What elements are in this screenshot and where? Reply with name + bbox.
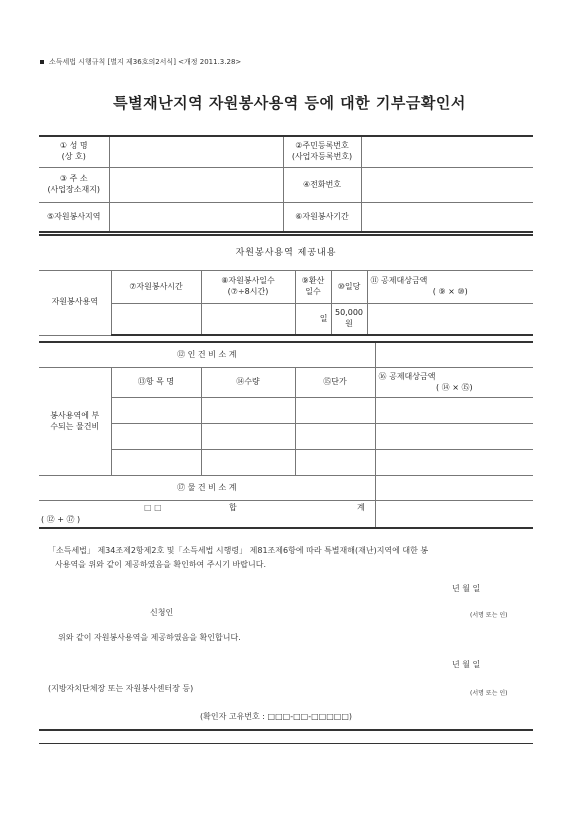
phone-field[interactable] (361, 168, 533, 203)
item-name-field[interactable] (111, 424, 201, 450)
bottom-divider (39, 729, 533, 731)
idno-label-line1: ②주민등록번호 (295, 141, 349, 151)
page-title: 특별재난지역 자원봉사용역 등에 대한 기부금확인서 (113, 94, 466, 112)
col-deduction-line2: ( ⑨ × ⑩) (432, 287, 468, 296)
confirmer-id-number: (확인자 고유번호 : □□□-□□-□□□□□) (200, 712, 353, 721)
date-line-2: 년 월 일 (452, 660, 481, 669)
col-deduction-amount (367, 271, 533, 304)
grand-total-label (39, 501, 375, 529)
declaration-line1: 「소득세법」 제34조제2항제2호 및「소득세법 시행령」 제81조제6항에 따라 특별재해(재난)지역에 대한 봉 (48, 546, 429, 555)
volunteer-hours-field[interactable] (111, 304, 201, 336)
volunteer-days-field[interactable] (201, 304, 295, 336)
item-name-field[interactable] (111, 450, 201, 476)
confirm-text: 위와 같이 자원봉사용역을 제공하였음을 확인합니다. (58, 633, 241, 642)
total-placeholder: □ □ (144, 503, 162, 512)
col-goods-deduction-line2: ( ⑭ × ⑮) (436, 382, 473, 392)
deduction-amount-field[interactable] (367, 304, 533, 336)
col-unit-price: ⑮단가 (295, 368, 375, 398)
col-item-name: ⑬항 목 명 (111, 368, 201, 398)
table-row (39, 168, 533, 203)
applicant-label: 신청인 (150, 608, 174, 617)
goods-table (39, 341, 533, 529)
name-label (39, 136, 109, 168)
idno-label (283, 136, 361, 168)
daily-wage-value: 50,000원 (331, 304, 367, 336)
col-quantity: ⑭수량 (201, 368, 295, 398)
table-row (39, 136, 533, 168)
table-row (39, 203, 533, 233)
service-table (39, 234, 533, 336)
col-daily-wage: ⑩일당 (331, 271, 367, 304)
material-subtotal-field[interactable] (375, 476, 533, 501)
table-row (39, 398, 533, 424)
total-formula: ( ⑫ + ⑰ ) (41, 515, 81, 524)
col-converted-days (295, 271, 331, 304)
table-row (39, 450, 533, 476)
total-label-sum: 합 (229, 503, 237, 512)
sign-placeholder-1: (서명 또는 인) (470, 612, 508, 619)
unit-price-field[interactable] (295, 398, 375, 424)
col-converted-days-line1: ⑨환산 (301, 276, 325, 286)
table-row (39, 271, 533, 304)
grand-total-field[interactable] (375, 501, 533, 529)
regulation-header (40, 57, 241, 67)
quantity-field[interactable] (201, 398, 295, 424)
region-field[interactable] (109, 203, 283, 233)
col-volunteer-days (201, 271, 295, 304)
address-label-line1: ③ 주 소 (59, 174, 88, 184)
date-line-1: 년 월 일 (452, 584, 481, 593)
goods-deduction-field[interactable] (375, 398, 533, 424)
table-row (39, 368, 533, 398)
organization-label: (지방자치단체장 또는 자원봉사센터장 등) (48, 684, 194, 693)
idno-field[interactable] (361, 136, 533, 168)
sign-placeholder-2: (서명 또는 인) (470, 690, 508, 697)
goods-side-label-line2: 수되는 물건비 (50, 421, 100, 431)
goods-deduction-field[interactable] (375, 424, 533, 450)
col-converted-days-line2: 일수 (305, 287, 321, 296)
quantity-field[interactable] (201, 424, 295, 450)
col-volunteer-hours: ⑦자원봉사시간 (111, 271, 201, 304)
goods-deduction-field[interactable] (375, 450, 533, 476)
period-field[interactable] (361, 203, 533, 233)
square-bullet-icon (40, 60, 44, 64)
address-label-line2: (사업장소재지) (47, 185, 101, 194)
table-row (39, 476, 533, 501)
applicant-info-table (39, 135, 533, 233)
declaration-line2: 사용역을 위와 같이 제공하였음을 확인하여 주시기 바랍니다. (55, 560, 266, 569)
bottom-divider-thin (39, 743, 533, 744)
table-row (39, 342, 533, 368)
col-volunteer-days-line1: ⑧자원봉사일수 (221, 276, 275, 286)
name-field[interactable] (109, 136, 283, 168)
table-row (39, 501, 533, 529)
table-row (39, 424, 533, 450)
service-section-title: 자원봉사용역 제공내용 (39, 235, 533, 271)
idno-label-line2: (사업자등록번호) (291, 152, 353, 161)
item-name-field[interactable] (111, 398, 201, 424)
table-row (39, 304, 533, 336)
labor-subtotal-field[interactable] (375, 342, 533, 368)
region-label: ⑤자원봉사지역 (39, 203, 109, 233)
col-volunteer-days-line2: (⑦÷8시간) (227, 287, 269, 296)
phone-label: ④전화번호 (283, 168, 361, 203)
labor-subtotal-label: ⑫ 인 건 비 소 계 (39, 342, 375, 368)
col-deduction-line1: ⑪ 공제대상금액 (370, 276, 428, 286)
col-goods-deduction (375, 368, 533, 398)
unit-price-field[interactable] (295, 424, 375, 450)
name-label-line2: (상 호) (61, 152, 86, 161)
address-label (39, 168, 109, 203)
table-row (39, 235, 533, 271)
regulation-text: 소득세법 시행규칙 [별지 제36호의2서식] <개정 2011.3.28> (49, 58, 242, 66)
unit-price-field[interactable] (295, 450, 375, 476)
converted-days-field[interactable]: 일 (295, 304, 331, 336)
total-label-total: 계 (357, 503, 365, 512)
name-label-line1: ① 성 명 (59, 141, 88, 151)
goods-side-label-line1: 봉사용역에 부 (50, 410, 100, 420)
period-label: ⑥자원봉사기간 (283, 203, 361, 233)
service-row-label: 자원봉사용역 (39, 271, 111, 336)
goods-side-label (39, 368, 111, 476)
material-subtotal-label: ⑰ 물 건 비 소 계 (39, 476, 375, 501)
address-field[interactable] (109, 168, 283, 203)
quantity-field[interactable] (201, 450, 295, 476)
col-goods-deduction-line1: ⑯ 공제대상금액 (378, 371, 436, 381)
